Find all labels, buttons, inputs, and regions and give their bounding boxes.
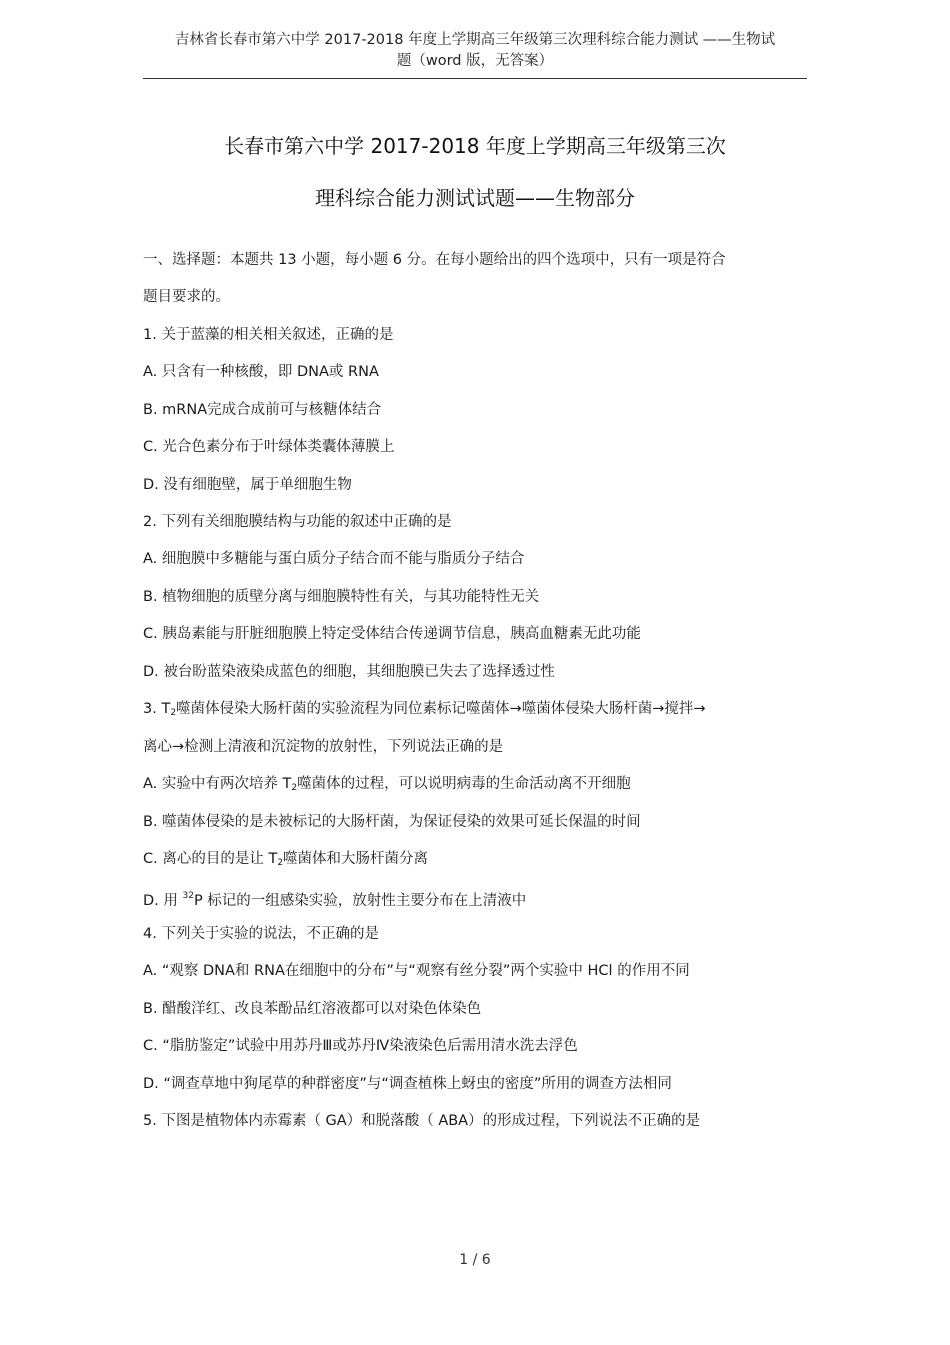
page-title-line-1: 长春市第六中学 2017-2018 年度上学期高三年级第三次 [224, 134, 726, 158]
question-4-option-c: C. “脂肪鉴定”试验中用苏丹Ⅲ或苏丹Ⅳ染液染色后需用清水洗去浮色 [143, 1038, 578, 1054]
question-1-option-a: A. 只含有一种核酸，即 DNA或 RNA [143, 364, 379, 380]
question-2-option-a: A. 细胞膜中多糖能与蛋白质分子结合而不能与脂质分子结合 [143, 551, 525, 567]
question-1-stem: 1. 关于蓝藻的相关相关叙述，正确的是 [143, 327, 394, 343]
question-2-stem: 2. 下列有关细胞膜结构与功能的叙述中正确的是 [143, 514, 452, 530]
header-line-1: 吉林省长春市第六中学 2017-2018 年度上学期高三年级第三次理科综合能力测试 ——生物试 [174, 32, 776, 48]
section-intro-line-2: 题目要求的。 [143, 289, 230, 305]
question-4-option-a: A. “观察 DNA和 RNA在细胞中的分布”与“观察有丝分裂”两个实验中 HCl 的作用不同 [143, 963, 690, 979]
question-2-option-b: B. 植物细胞的质壁分离与细胞膜特性有关，与其功能特性无关 [143, 589, 540, 605]
question-5-stem: 5. 下图是植物体内赤霉素（ GA）和脱落酸（ ABA）的形成过程，下列说法不正确的是 [143, 1113, 701, 1129]
question-4-option-d: D. “调查草地中狗尾草的种群密度”与“调查植株上蚜虫的密度”所用的调查方法相同 [143, 1076, 672, 1092]
question-3-stem-line-2: 离心→检测上清液和沉淀物的放射性，下列说法正确的是 [143, 739, 504, 755]
header-line-2: 题（word 版，无答案） [396, 53, 554, 69]
question-4-option-b: B. 醋酸洋红、改良苯酚品红溶液都可以对染色体染色 [143, 1001, 482, 1017]
header-divider [143, 78, 807, 79]
question-1-option-b: B. mRNA完成合成前可与核糖体结合 [143, 402, 382, 418]
section-intro-line-1: 一、选择题：本题共 13 小题，每小题 6 分。在每小题给出的四个选项中，只有一项是符合 [143, 252, 726, 268]
question-3-option-d: D. 用 $^{32}$P 标记的一组感染实验，放射性主要分布在上清液中 [143, 891, 527, 909]
question-2-option-c: C. 胰岛素能与肝脏细胞膜上特定受体结合传递调节信息，胰高血糖素无此功能 [143, 626, 641, 642]
running-header [143, 30, 807, 72]
question-4-stem: 4. 下列关于实验的说法，不正确的是 [143, 926, 379, 942]
question-3-option-a: A. 实验中有两次培养 $T_2$噬菌体的过程，可以说明病毒的生命活动离不开细胞 [143, 776, 631, 793]
page-title-line-2: 理科综合能力测试试题——生物部分 [315, 186, 635, 210]
question-3-option-b: B. 噬菌体侵染的是未被标记的大肠杆菌，为保证侵染的效果可延长保温的时间 [143, 814, 641, 830]
question-1-option-d: D. 没有细胞壁，属于单细胞生物 [143, 477, 352, 493]
page-number: 1 / 6 [459, 1252, 491, 1268]
question-3-stem: 3. $T_2$噬菌体侵染大肠杆菌的实验流程为同位素标记噬菌体→噬菌体侵染大肠杆菌→搅拌→ [143, 701, 706, 718]
question-3-option-c: C. 离心的目的是让 $T_2$噬菌体和大肠杆菌分离 [143, 851, 429, 868]
question-2-option-d: D. 被台盼蓝染液染成蓝色的细胞，其细胞膜已失去了选择透过性 [143, 664, 555, 680]
question-1-option-c: C. 光合色素分布于叶绿体类囊体薄膜上 [143, 439, 395, 455]
